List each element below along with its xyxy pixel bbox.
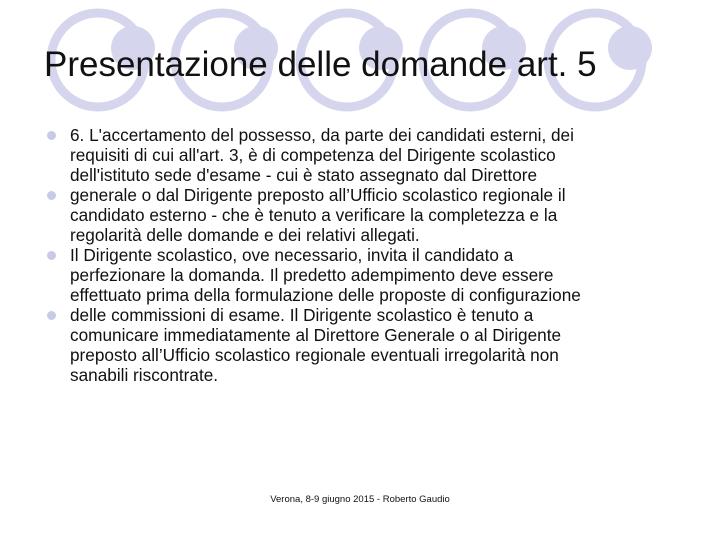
body-line-text: effettuato prima della formulazione delle proposte di configurazione xyxy=(70,285,581,305)
body-line-text: candidato esterno - che è tenuto a verificare la completezza e la xyxy=(70,205,558,225)
body-line-text: regolarità delle domande e dei relativi allegati. xyxy=(70,225,420,245)
body-line-text: comunicare immediatamente al Direttore Generale o al Dirigente xyxy=(70,325,562,345)
body-line-text: sanabili riscontrate. xyxy=(70,365,219,385)
body-line-text: perfezionare la domanda. Il predetto adempimento deve essere xyxy=(70,265,554,285)
body-line xyxy=(47,145,677,165)
body-line xyxy=(47,125,677,145)
body-line xyxy=(47,265,677,285)
bullet-icon xyxy=(47,131,56,140)
body-line xyxy=(47,325,677,345)
body-line xyxy=(47,245,677,265)
body-line xyxy=(47,365,677,385)
body-line xyxy=(47,165,677,185)
bullet-icon xyxy=(47,251,56,260)
bullet-icon xyxy=(47,191,56,200)
body-line xyxy=(47,225,677,245)
body-line-text: generale o dal Dirigente preposto all’Ufficio scolastico regionale il xyxy=(70,185,566,205)
body-line-text: requisiti di cui all'art. 3, è di competenza del Dirigente scolastico xyxy=(70,145,556,165)
body-line xyxy=(47,185,677,205)
body-line xyxy=(47,285,677,305)
bullet-icon xyxy=(47,311,56,320)
body-line-text: Il Dirigente scolastico, ove necessario, invita il candidato a xyxy=(70,245,514,265)
body-line-text: delle commissioni di esame. Il Dirigente scolastico è tenuto a xyxy=(70,305,534,325)
body-line-text: 6. L'accertamento del possesso, da parte dei candidati esterni, dei xyxy=(70,125,574,145)
body-line xyxy=(47,205,677,225)
body-line-text: preposto all’Ufficio scolastico regionale eventuali irregolarità non xyxy=(70,345,559,365)
body-line xyxy=(47,305,677,325)
slide-title: Presentazione delle domande art. 5 xyxy=(44,45,597,84)
slide-body xyxy=(47,125,677,385)
body-line-text: dell'istituto sede d'esame - cui è stato assegnato dal Direttore xyxy=(70,165,538,185)
body-line xyxy=(47,345,677,365)
slide-footer: Verona, 8-9 giugno 2015 - Roberto Gaudio xyxy=(270,494,450,505)
